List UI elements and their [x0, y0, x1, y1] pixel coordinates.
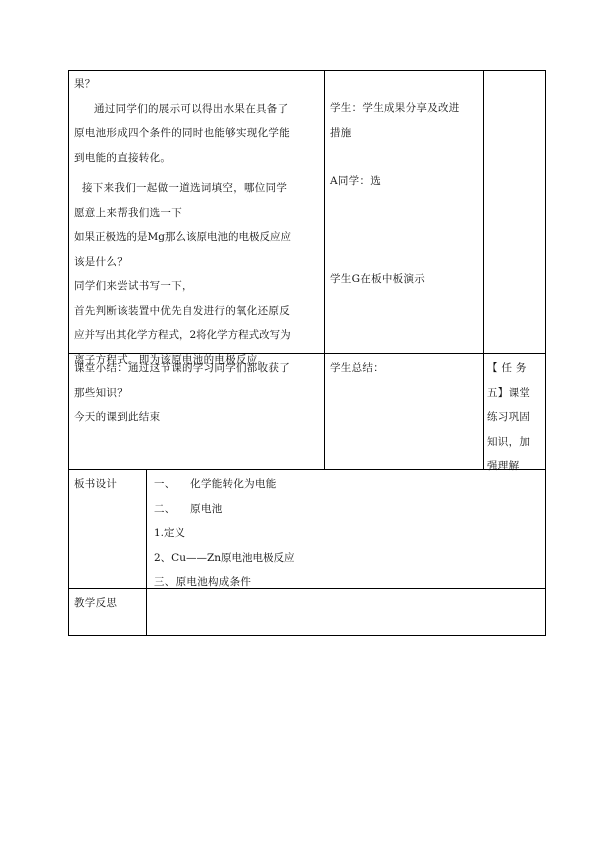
text-line: 原电池形成四个条件的同时也能够实现化学能 [74, 127, 290, 139]
text-line: 离子方程式。即为该原电池的电极反应。 [74, 353, 269, 366]
student-share-text: 措施 [330, 126, 352, 139]
table-border-bottom [68, 635, 546, 636]
text-line: 那些知识？ [74, 386, 128, 399]
row-divider [68, 469, 546, 470]
board-item: 二、 原电池 [154, 502, 223, 515]
table-border-right [545, 70, 546, 636]
task-text: 五】课堂 [487, 386, 531, 399]
text-line: 首先判断该装置中优先自发进行的氧化还原反 [74, 304, 290, 317]
text-line: 同学们来尝试书写一下， [74, 280, 193, 292]
board-item: 2、Cu——Zn原电池电极反应 [154, 551, 295, 564]
text-line: 到电能的直接转化。 [74, 151, 172, 164]
board-design-content [154, 472, 534, 595]
column-divider [324, 70, 325, 470]
board-design-label [74, 472, 144, 497]
table-border-top [68, 70, 546, 71]
summary-cell [74, 356, 320, 430]
column-divider [146, 469, 147, 636]
task-text: 练习巩固 [487, 411, 531, 423]
task-text: 强理解 [487, 460, 520, 472]
text-line: 该是什么？ [74, 255, 128, 268]
text-line: 果？ [74, 78, 96, 90]
table-border-left [68, 70, 69, 636]
task-text: 知识，加 [487, 435, 531, 448]
label-text: 板书设计 [74, 478, 118, 490]
column-divider [483, 70, 484, 470]
text-line: 接下来我们一起做一道选词填空，哪位同学 [82, 182, 288, 194]
board-item: 三、原电池构成条件 [154, 576, 252, 588]
text-line: 通过同学们的展示可以得出水果在具备了 [94, 102, 289, 115]
task-cell [487, 356, 543, 479]
teacher-activity-cell [74, 72, 320, 372]
student-share-text: 学生：学生成果分享及改进 [330, 102, 460, 114]
text-line: 课堂小结：通过这节课的学习同学们都收获了 [74, 362, 290, 374]
board-item: 1.定义 [154, 527, 186, 539]
lesson-plan-table [68, 70, 546, 636]
student-activity-cell [330, 72, 480, 291]
reflection-label [74, 591, 144, 616]
text-line: 愿意上来帮我们选一下 [74, 206, 182, 219]
student-summary-text: 学生总结： [330, 362, 384, 374]
text-line: 应并写出其化学方程式，2将化学方程式改写为 [74, 329, 291, 341]
board-item: 一、 化学能转化为电能 [154, 478, 277, 490]
text-line: 今天的课到此结束 [74, 411, 161, 423]
text-line: 如果正极选的是Mg那么该原电池的电极反应应 [74, 231, 291, 243]
student-g-text: 学生G在板中板演示 [330, 272, 426, 285]
student-summary-cell [330, 356, 480, 381]
task-text: 【 任 务 [487, 362, 527, 374]
label-text: 教学反思 [74, 597, 118, 609]
student-a-text: A同学：选 [330, 175, 382, 187]
